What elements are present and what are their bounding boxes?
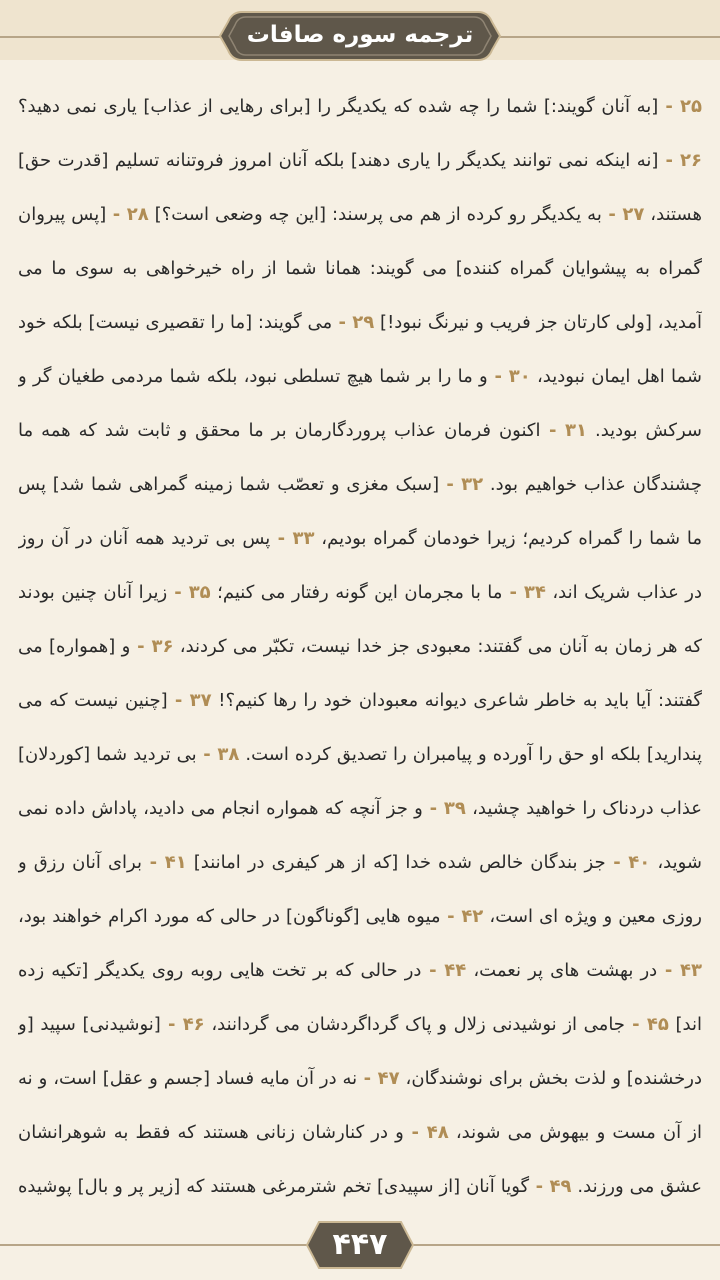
verse-number: ۴۵ - (624, 1014, 669, 1035)
verse-number: ۳۲ - (439, 474, 484, 495)
verse-text: و ما را بر شما هیچ تسلطی نبود، بلکه شما مردمی طغیان گر و سرکش بودید. (18, 366, 702, 441)
title-banner (218, 10, 502, 62)
verse-text: جز بندگان خالص شده خدا [که از هر کیفری در امانند] (186, 852, 606, 873)
verse-number: ۳۵ - (167, 582, 211, 603)
verse-text: جامی از نوشیدنی زلال و پاک گرداگردشان می گردانند، (204, 1014, 625, 1035)
verse-number: ۲۷ - (601, 204, 645, 225)
verse-number: ۴۶ - (160, 1014, 205, 1035)
verse-text: و در کنارشان زنانی هستند که فقط به شوهرانشان عشق می ورزند. (18, 1122, 702, 1197)
verse-text: به یکدیگر رو کرده از هم می پرسند: [این چه وضعی است؟] (148, 204, 602, 225)
header (0, 0, 720, 80)
verse-number: ۳۸ - (196, 744, 240, 765)
verse-text: و جز آنچه که همواره انجام می دادید، پاداش داده نمی شوید، (18, 798, 702, 873)
page-title: ترجمه سوره صافات (246, 22, 474, 48)
verse-text: [نه اینکه نمی توانند یکدیگر را یاری دهند] بلکه آنان امروز فروتنانه تسلیم [قدرت حق] هستند، (18, 150, 702, 225)
verse-text: زیرا آنان چنین بودند که هر زمان به آنان می گفتند: معبودی جز خدا نیست، تکبّر می کردند، (18, 582, 702, 657)
verse-number: ۲۹ - (332, 312, 375, 333)
verse-text: در حالی که بر تخت هایی روبه روی یکدیگر [تکیه زده اند] (18, 960, 702, 1035)
verse-number: ۳۰ - (487, 366, 531, 387)
verse-text: [به آنان گویند:] شما را چه شده که یکدیگر را [برای رهایی از عذاب] یاری نمی دهید؟ (18, 96, 659, 117)
verse-number: ۴۷ - (357, 1068, 400, 1089)
verse-text: گویا آنان [از سپیدی] تخم شترمرغی هستند که [زیر پر و بال] پوشیده (18, 1176, 530, 1197)
verse-number: ۴۲ - (440, 906, 484, 927)
verses-text (18, 80, 702, 1200)
verse-text: و [همواره] می گفتند: آیا باید به خاطر شاعری دیوانه معبودان خود را رها کنیم؟! (18, 636, 702, 711)
footer (0, 1210, 720, 1280)
verse-number: ۳۶ - (130, 636, 174, 657)
verse-text: [پس پیروان گمراه به پیشوایان گمراه کننده] می گویند: همانا شما از راه خیرخواهی به سوی ما می آمدید، [ولی کارتان جز فریب و نیرنگ نبود!] (18, 204, 702, 333)
verse-text: نه در آن مایه فساد [جسم و عقل] است، و نه از آن مست و بیهوش می شوند، (18, 1068, 702, 1143)
verse-number: ۲۸ - (106, 204, 149, 225)
verse-text: برای آنان رزق و روزی معین و ویژه ای است، (18, 852, 702, 927)
verse-text: پس بی تردید همه آنان در آن روز در عذاب شریک اند، (18, 528, 702, 603)
verse-text: [سبک مغزی و تعصّب شما زمینه گمراهی شما شد] پس ما شما را گمراه کردیم؛ زیرا خودمان گمراه بودیم، (18, 474, 702, 549)
verse-text: [چنین نیست که می پندارید] بلکه او حق را آورده و پیامبران را تصدیق کرده است. (18, 690, 702, 765)
verse-text: می گویند: [ما را تقصیری نیست] بلکه خود شما اهل ایمان نبودید، (18, 312, 702, 387)
verse-text: بی تردید شما [کوردلان] عذاب دردناک را خواهید چشید، (18, 744, 702, 819)
page-number-badge (305, 1218, 415, 1272)
verse-number: ۲۶ - (658, 150, 702, 171)
verse-number: ۴۸ - (403, 1122, 449, 1143)
verse-text: [نوشیدنی] سپید [و درخشنده] و لذت بخش برای نوشندگان، (18, 1014, 702, 1089)
verse-number: ۳۱ - (540, 420, 587, 441)
verse-text: میوه هایی [گوناگون] در حالی که مورد اکرام خواهند بود، (18, 906, 441, 927)
verse-number: ۴۹ - (529, 1176, 572, 1197)
verse-number: ۴۰ - (605, 852, 651, 873)
verse-text: ما با مجرمان این گونه رفتار می کنیم؛ (210, 582, 503, 603)
verse-number: ۳۹ - (422, 798, 466, 819)
verse-number: ۳۷ - (167, 690, 212, 711)
verse-text: اکنون فرمان عذاب پروردگارمان بر ما محقق و ثابت شد که همه ما چشندگان عذاب خواهیم بود. (18, 420, 702, 495)
verse-number: ۴۴ - (421, 960, 467, 981)
verse-number: ۲۵ - (658, 96, 702, 117)
page-number: ۴۴۷ (332, 1227, 388, 1262)
verse-number: ۳۴ - (502, 582, 546, 603)
verse-number: ۳۳ - (270, 528, 315, 549)
verse-number: ۴۱ - (142, 852, 187, 873)
verse-text: در بهشت های پر نعمت، (466, 960, 658, 981)
verse-number: ۴۳ - (657, 960, 702, 981)
